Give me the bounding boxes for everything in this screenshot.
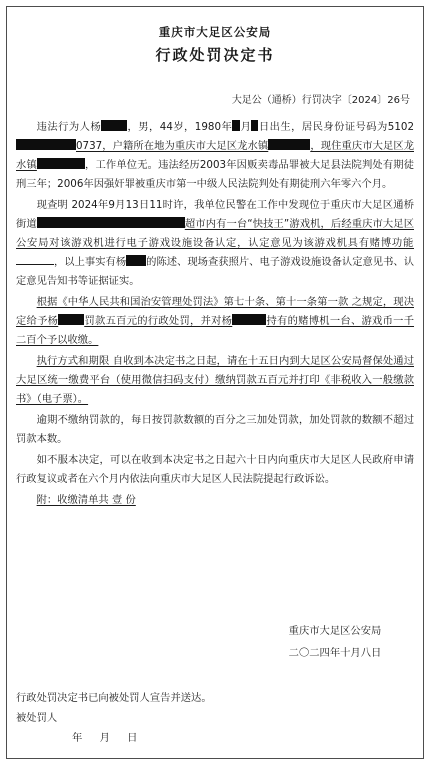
year-label: 年 (72, 732, 83, 744)
text-span: 的陈述、现场查获照片、电子游戏设施设备认定意见书、认定意见告知书等证据证实。 (16, 256, 415, 287)
redaction-bar (37, 158, 85, 169)
signature-block (260, 620, 410, 664)
text-span: 0737，户籍所在地为重庆市大足区龙水镇 (76, 140, 269, 152)
recipient-label: 被处罚人 (16, 712, 58, 724)
facts-paragraph (16, 196, 414, 291)
payment-instructions-paragraph: 执行方式和期限 自收到本决定书之日起，请在十五日内到大足区公安局督保处通过大足区统一缴费平台（使用微信扫码支付）缴纳罚款五百元并打印《非税收入一般缴款书》（电子票）。 (16, 355, 414, 405)
redaction-bar (58, 314, 84, 325)
text-span: 违法行为人杨 (36, 121, 102, 133)
document-number: 大足公（通桥）行罚决字〔2024〕26号 (231, 95, 410, 106)
text-span: 罚款五百元的行政处罚，并对杨 (84, 315, 233, 327)
month-label: 月 (99, 732, 110, 744)
issuing-agency: 重庆市大足区公安局 (158, 25, 272, 39)
redaction-bar (37, 217, 185, 228)
text-span: 日出生，居民身份证号码为5102 (258, 121, 415, 133)
text-span: ，男，44岁，1980年 (127, 121, 233, 133)
redaction-bar (232, 120, 240, 131)
blank-line (16, 255, 54, 265)
text-span: ，现住重庆市大足区龙水镇 (16, 140, 414, 171)
text-span: ，以上事实有杨 (54, 256, 127, 268)
document-title: 行政处罚决定书 (155, 46, 275, 64)
penalty-basis-paragraph (16, 293, 414, 350)
text-span: 超市内有一台“快技王”游戏机，后经重庆市大足区公安局对该游戏机进行电子游戏设施设备认定，认定意见为该游戏机具有赌博功能 (16, 218, 414, 249)
text-span: ，工作单位无。违法经历2003年因贩卖毒品罪被大足县法院判处有期徒刑三年；2006年因强奸罪被重庆市第一中级人民法院判处有期徒刑六年零六个月。 (16, 159, 414, 190)
redaction-bar (232, 314, 266, 325)
day-label: 日 (127, 732, 138, 744)
signing-agency: 重庆市大足区公安局 (288, 625, 382, 637)
late-penalty-paragraph: 逾期不缴纳罚款的，每日按罚款数额的百分之三加处罚款，加处罚款的数额不超过罚款本数。 (16, 414, 414, 445)
text-span: 月 (240, 121, 252, 133)
offender-info-paragraph (16, 118, 414, 194)
service-statement: 行政处罚决定书已向被处罚人宣告并送达。 (16, 692, 212, 704)
redaction-bar (101, 120, 127, 131)
redaction-bar (16, 139, 76, 150)
appeal-rights-paragraph: 如不服本决定，可以在收到本决定书之日起六十日内向重庆市大足区人民政府申请行政复议或者在六个月内依法向重庆市大足区人民法院提起行政诉讼。 (16, 454, 414, 485)
text-span: 根据《中华人民共和国治安管理处罚法》第七十条、第十一条第一款 之规定，现决定给予杨 (16, 296, 414, 327)
attachment-note: 附：收缴清单共 壹 份 (36, 494, 136, 506)
recipient-date-line (16, 728, 414, 748)
text-span: 现查明 2024年9月13日11时许，我单位民警在工作中发现位于重庆市大足区通桥街道 (16, 199, 414, 230)
signing-date: 二〇二四年十月八日 (288, 647, 382, 659)
redaction-bar (268, 139, 310, 150)
service-acknowledgement (16, 688, 414, 748)
redaction-bar (126, 255, 146, 266)
text-span: 持有的赌博机一台、游戏币一千二百个予以收缴。 (16, 315, 415, 346)
document-body (16, 118, 414, 512)
